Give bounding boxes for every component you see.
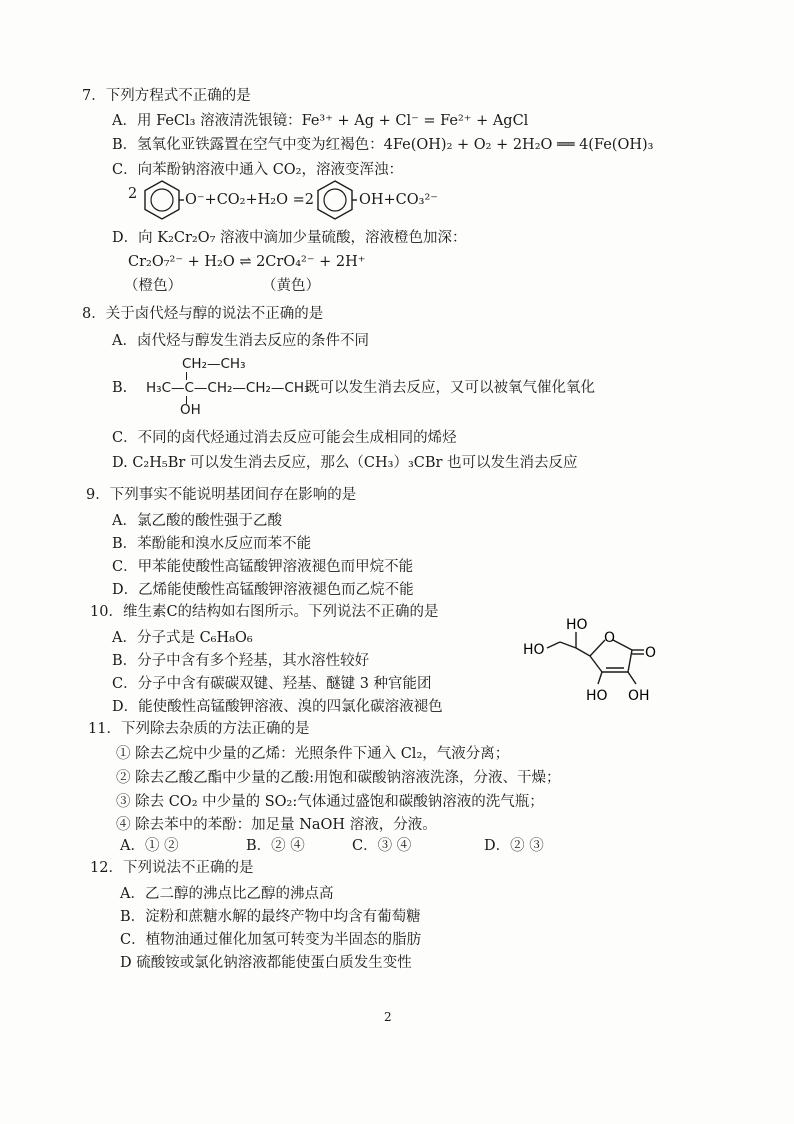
q8-b-text: 既可以发生消去反应，又可以被氧气催化氧化 <box>305 380 595 396</box>
q7-c-coefficient: 2 <box>128 186 138 202</box>
benzene-ring-icon <box>313 178 357 222</box>
vitamin-c-structure <box>518 612 688 710</box>
q7-phenoxide-equation <box>128 178 588 224</box>
q11-option-b: B．② ④ <box>246 838 305 854</box>
q10-option-a: A．分子式是 C₆H₈O₆ <box>112 630 253 646</box>
q12-option-d: D 硫酸铵或氯化钠溶液都能使蛋白质发生变性 <box>120 955 412 971</box>
q7-option-c: C．向苯酚钠溶液中通入 CO₂，溶液变浑浊： <box>112 162 403 178</box>
q7-c-right-rest: OH+CO₃²⁻ <box>359 192 438 208</box>
q11-item-4: ④ 除去苯中的苯酚：加足量 NaOH 溶液，分液。 <box>116 817 437 833</box>
q11-item-2: ② 除去乙酸乙酯中少量的乙酸:用饱和碳酸钠溶液洗涤，分液、干燥； <box>116 770 561 786</box>
q8-b-top-group: CH₂—CH₃ <box>182 356 246 372</box>
q10-option-b: B．分子中含有多个羟基，其水溶性较好 <box>112 653 370 669</box>
q7-option-a: A．用 FeCl₃ 溶液清洗银镜：Fe³⁺ + Ag + Cl⁻ = Fe²⁺ + AgCl <box>112 113 529 129</box>
q9-option-a: A．氯乙酸的酸性强于乙酸 <box>112 513 282 529</box>
q7-option-b: B．氢氧化亚铁露置在空气中变为红褐色：4Fe(OH)₂ + O₂ + 2H₂O ══ 4(Fe(OH)₃ <box>112 137 654 153</box>
vitc-ho-top: HO <box>566 617 588 633</box>
q11-stem: 11．下列除去杂质的方法正确的是 <box>88 721 310 737</box>
vitc-ho-bottom: HO <box>586 688 608 704</box>
q10-stem: 10．维生素C的结构如右图所示。下列说法不正确的是 <box>90 604 439 620</box>
vitc-ho-left: HO <box>523 642 545 658</box>
q12-option-a: A．乙二醇的沸点比乙醇的沸点高 <box>120 886 334 902</box>
q12-option-b: B．淀粉和蔗糖水解的最终产物中均含有葡萄糖 <box>120 909 421 925</box>
benzene-ring-icon <box>140 178 184 222</box>
q8-option-b <box>112 354 712 420</box>
q8-option-a: A．卤代烃与醇发生消去反应的条件不同 <box>112 333 369 349</box>
q7-d-yellow-label: （黄色） <box>262 278 320 294</box>
q9-option-b: B．苯酚能和溴水反应而苯不能 <box>112 536 312 552</box>
q7-stem: 7．下列方程式不正确的是 <box>82 88 251 104</box>
q8-option-d: D. C₂H₅Br 可以发生消去反应，那么（CH₃）₃CBr 也可以发生消去反应 <box>112 455 578 471</box>
q11-item-3: ③ 除去 CO₂ 中少量的 SO₂:气体通过盛饱和碳酸钠溶液的洗气瓶； <box>116 794 544 810</box>
q10-option-d: D．能使酸性高锰酸钾溶液、溴的四氯化碳溶液褪色 <box>112 699 443 715</box>
q11-option-c: C．③ ④ <box>352 838 412 854</box>
q9-stem: 9．下列事实不能说明基团间存在影响的是 <box>86 487 357 503</box>
q10-option-c: C．分子中含有碳碳双键、羟基、醚键 3 种官能团 <box>112 676 432 692</box>
q8-b-label: B. <box>112 380 128 396</box>
q7-d-equation: Cr₂O₇²⁻ + H₂O ⇌ 2CrO₄²⁻ + 2H⁺ <box>128 254 366 270</box>
q11-option-a: A．① ② <box>120 838 179 854</box>
q8-b-oh-group: OH <box>180 402 201 418</box>
q8-stem: 8．关于卤代烃与醇的说法不正确的是 <box>82 306 324 322</box>
q11-option-d: D．② ③ <box>484 838 544 854</box>
q9-option-d: D．乙烯能使酸性高锰酸钾溶液褪色而乙烷不能 <box>112 582 414 598</box>
vitc-carbonyl-oxygen: O <box>645 645 657 661</box>
page-number: 2 <box>384 1010 392 1024</box>
vitc-ring-oxygen: O <box>604 630 616 646</box>
q7-c-left-rest: O⁻+CO₂+H₂O =2 <box>185 192 314 208</box>
q9-option-c: C．甲苯能使酸性高锰酸钾溶液褪色而甲烷不能 <box>112 559 414 575</box>
q11-item-1: ① 除去乙烷中少量的乙烯：光照条件下通入 Cl₂，气液分离； <box>116 746 510 762</box>
vitc-oh-bottom: OH <box>628 688 650 704</box>
q8-option-c: C．不同的卤代烃通过消去反应可能会生成相同的烯烃 <box>112 430 457 446</box>
q7-option-d: D．向 K₂Cr₂O₇ 溶液中滴加少量硫酸，溶液橙色加深： <box>112 230 467 246</box>
q12-option-c: C．植物油通过催化加氢可转变为半固态的脂肪 <box>120 932 422 948</box>
q12-stem: 12．下列说法不正确的是 <box>90 860 254 876</box>
q7-d-orange-label: （橙色） <box>124 278 182 294</box>
q8-b-main-chain: H₃C—C—CH₂—CH₂—CH₃ <box>146 380 310 396</box>
